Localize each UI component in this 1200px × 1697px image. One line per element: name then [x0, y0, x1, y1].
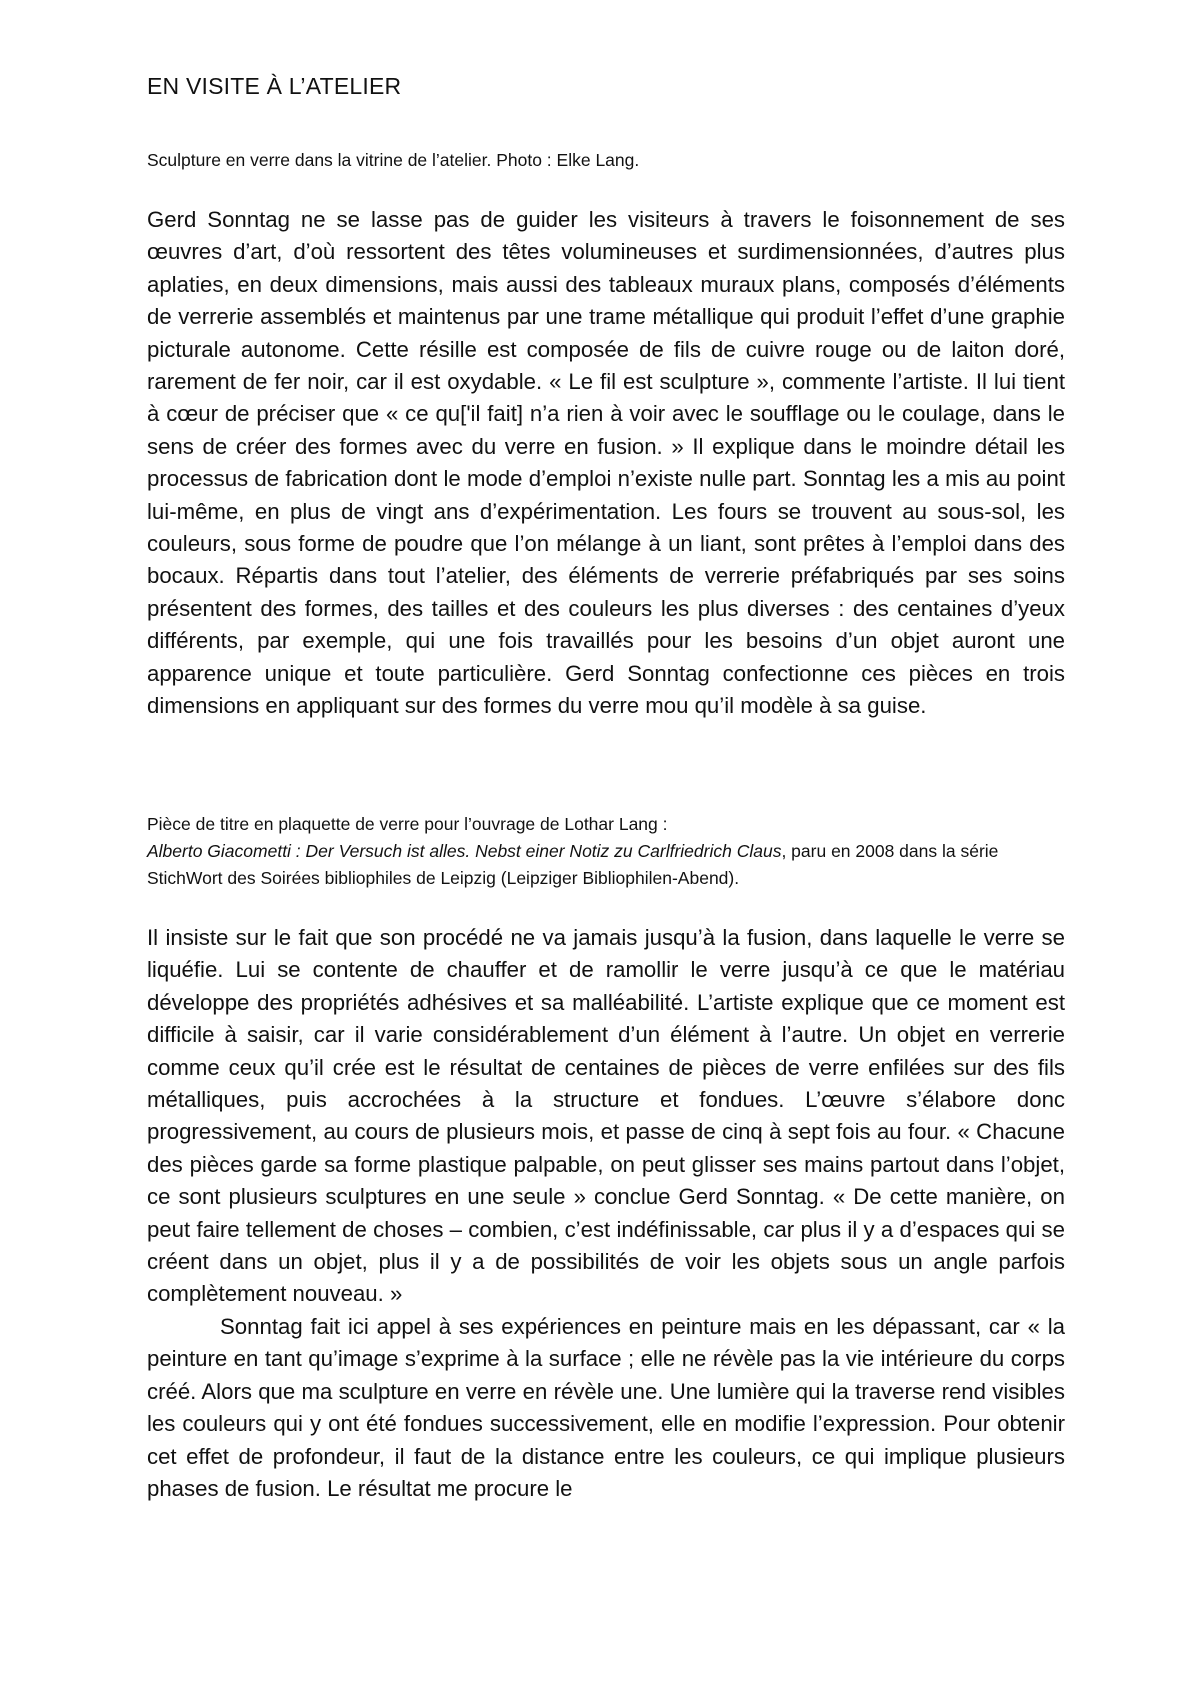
title-piece-caption	[147, 811, 1065, 892]
caption-line-1: Pièce de titre en plaquette de verre pour l’ouvrage de Lothar Lang :	[147, 814, 668, 834]
photo-caption: Sculpture en verre dans la vitrine de l’atelier. Photo : Elke Lang.	[147, 150, 640, 170]
body-section-2	[147, 922, 1065, 1505]
paragraph-text: Gerd Sonntag ne se lasse pas de guider les visiteurs à travers le foisonnement de ses œuvres d’art, d’où ressortent des têtes volumineuses et surdimensionnées, d’autres plus aplaties, en deux dimensions, mais aussi des tableaux muraux plans, composés d’éléments de verrerie assemblés et maintenus par une trame métallique qui produit l’effet d’une graphie picturale autonome. Cette résille est composée de fils de cuivre rouge ou de laiton doré, rarement de fer noir, car il est oxydable. « Le fil est sculpture », commente l’artiste. Il lui tient à cœur de préciser que « ce qu['il fait] n’a rien à voir avec le soufflage ou le coulage, dans le sens de créer des formes avec du verre en fusion. » Il explique dans le moindre détail les processus de fabrication dont le mode d’emploi n’existe nulle part. Sonntag les a mis au point lui-même, en plus de vingt ans d’expérimentation. Les fours se trouvent au sous-sol, les couleurs, sous forme de poudre que l’on mélange à un liant, sont prêtes à l’emploi dans des bocaux. Répartis dans tout l’atelier, des éléments de verrerie préfabriqués par ses soins présentent des formes, des tailles et des couleurs les plus diverses : des centaines d’yeux différents, par exemple, qui une fois travaillés pour les besoins d’un objet auront une apparence unique et toute particulière. Gerd Sonntag confectionne ces pièces en trois dimensions en appliquant sur des formes du verre mou qu’il modèle à sa guise.	[147, 207, 1065, 719]
caption-rest: , paru en 2008 dans la série StichWort des Soirées bibliophiles de Leipzig (Leipziger Bibliophilen-Abend).	[147, 841, 999, 888]
book-title: Alberto Giacometti : Der Versuch ist alles. Nebst einer Notiz zu Carlfriedrich Claus	[147, 841, 782, 861]
body-paragraph-3: Sonntag fait ici appel à ses expériences en peinture mais en les dépassant, car « la peinture en tant qu’image s’exprime à la surface ; elle ne révèle pas la vie intérieure du corps créé. Alors que ma sculpture en verre en révèle une. Une lumière qui la traverse rend visibles les couleurs qui y ont été fondues successivement, elle en modifie l’expression. Pour obtenir cet effet de profondeur, il faut de la distance entre les couleurs, ce qui implique plusieurs phases de fusion. Le résultat me procure le	[147, 1313, 1065, 1501]
body-paragraph-1	[147, 204, 1065, 723]
body-paragraph-2: Il insiste sur le fait que son procédé ne va jamais jusqu’à la fusion, dans laquelle le verre se liquéfie. Lui se contente de chauffer et de ramollir le verre jusqu’à ce que le matériau développe des propriétés adhésives et sa malléabilité. L’artiste explique que ce moment est difficile à saisir, car il varie considérablement d’un élément à l’autre. Un objet en verrerie comme ceux qu’il crée est le résultat de centaines de pièces de verre enfilées sur des fils métalliques, puis accrochées à la structure et fondues. L’œuvre s’élabore donc progressivement, au cours de plusieurs mois, et passe de cinq à sept fois au four. « Chacune des pièces garde sa forme plastique palpable, on peut glisser ses mains partout dans l’objet, ce sont plusieurs sculptures en une seule » conclue Gerd Sonntag. « De cette manière, on peut faire tellement de choses – combien, c’est indéfinissable, car plus il y a d’espaces qui se créent dans un objet, plus il y a de possibilités de voir les objets sous un angle parfois complètement nouveau. »	[147, 925, 1065, 1307]
page-heading: EN VISITE À L’ATELIER	[147, 73, 402, 99]
